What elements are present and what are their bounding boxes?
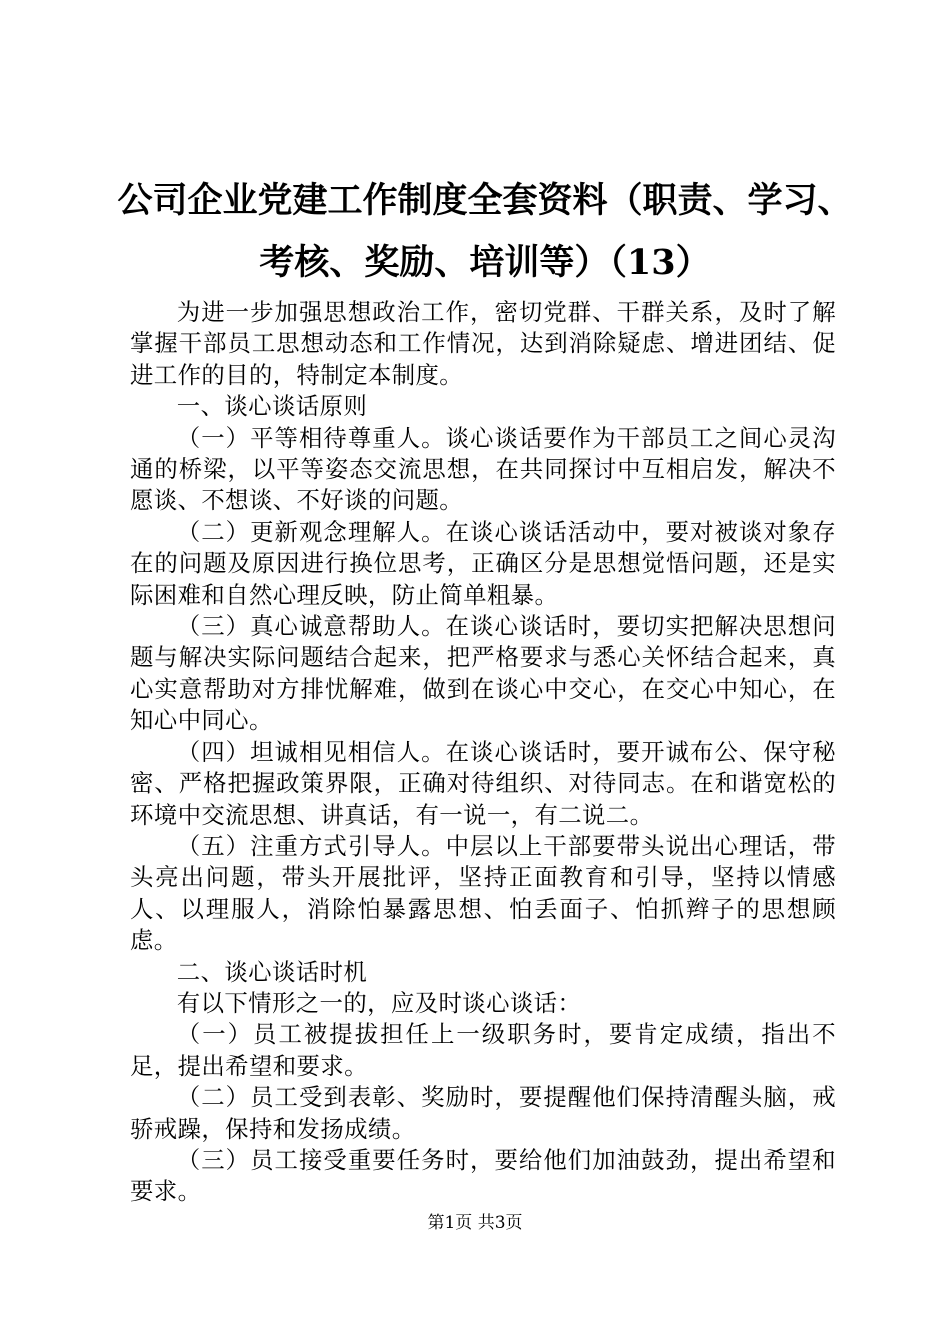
page-footer: 第1页 共3页 xyxy=(427,1213,523,1233)
section-heading-timing: 二、谈心谈话时机 xyxy=(176,957,368,986)
principle-2-paragraph: （二）更新观念理解人。在谈心谈话活动中，要对被谈对象存在的问题及原因进行换位思考，正确区分是思想觉悟问题，还是实际困难和自然心理反映，防止简单粗暴。 xyxy=(130,517,836,609)
timing-2-paragraph: （二）员工受到表彰、奖励时，要提醒他们保持清醒头脑，戒骄戒躁，保持和发扬成绩。 xyxy=(130,1083,836,1143)
document-body xyxy=(130,297,836,1208)
intro-paragraph: 为进一步加强思想政治工作，密切党群、干群关系，及时了解掌握干部员工思想动态和工作情况，达到消除疑虑、增进团结、促进工作的目的，特制定本制度。 xyxy=(130,298,836,389)
timing-1-paragraph: （一）员工被提拔担任上一级职务时，要肯定成绩，指出不足，提出希望和要求。 xyxy=(130,1020,836,1080)
principle-1-paragraph: （一）平等相待尊重人。谈心谈话要作为干部员工之间心灵沟通的桥梁，以平等姿态交流思想，在共同探讨中互相启发，解决不愿谈、不想谈、不好谈的问题。 xyxy=(130,423,836,515)
principle-5-paragraph: （五）注重方式引导人。中层以上干部要带头说出心理话，带头亮出问题，带头开展批评，坚持正面教育和引导，坚持以情感人、以理服人，消除怕暴露思想、怕丢面子、怕抓辫子的思想顾虑。 xyxy=(130,831,836,955)
document-title xyxy=(100,170,870,294)
title-line-1: 公司企业党建工作制度全套资料（职责、学习、 xyxy=(117,180,853,221)
principle-3-paragraph: （三）真心诚意帮助人。在谈心谈话时，要切实把解决思想问题与解决实际问题结合起来，把严格要求与悉心关怀结合起来，真心实意帮助对方排忧解难，做到在谈心中交心，在交心中知心，在知心中同心。 xyxy=(130,612,836,735)
timing-3-paragraph: （三）员工接受重要任务时，要给他们加油鼓劲，提出希望和要求。 xyxy=(130,1145,836,1206)
timing-intro-paragraph: 有以下情形之一的，应及时谈心谈话： xyxy=(176,988,582,1017)
title-line-2: 考核、奖励、培训等）（13） xyxy=(259,242,711,283)
principle-4-paragraph: （四）坦诚相见相信人。在谈心谈话时，要开诚布公、保守秘密、严格把握政策界限，正确对待组织、对待同志。在和谐宽松的环境中交流思想、讲真话，有一说一，有二说二。 xyxy=(130,737,836,829)
section-heading-principles: 一、谈心谈话原则 xyxy=(176,392,368,421)
